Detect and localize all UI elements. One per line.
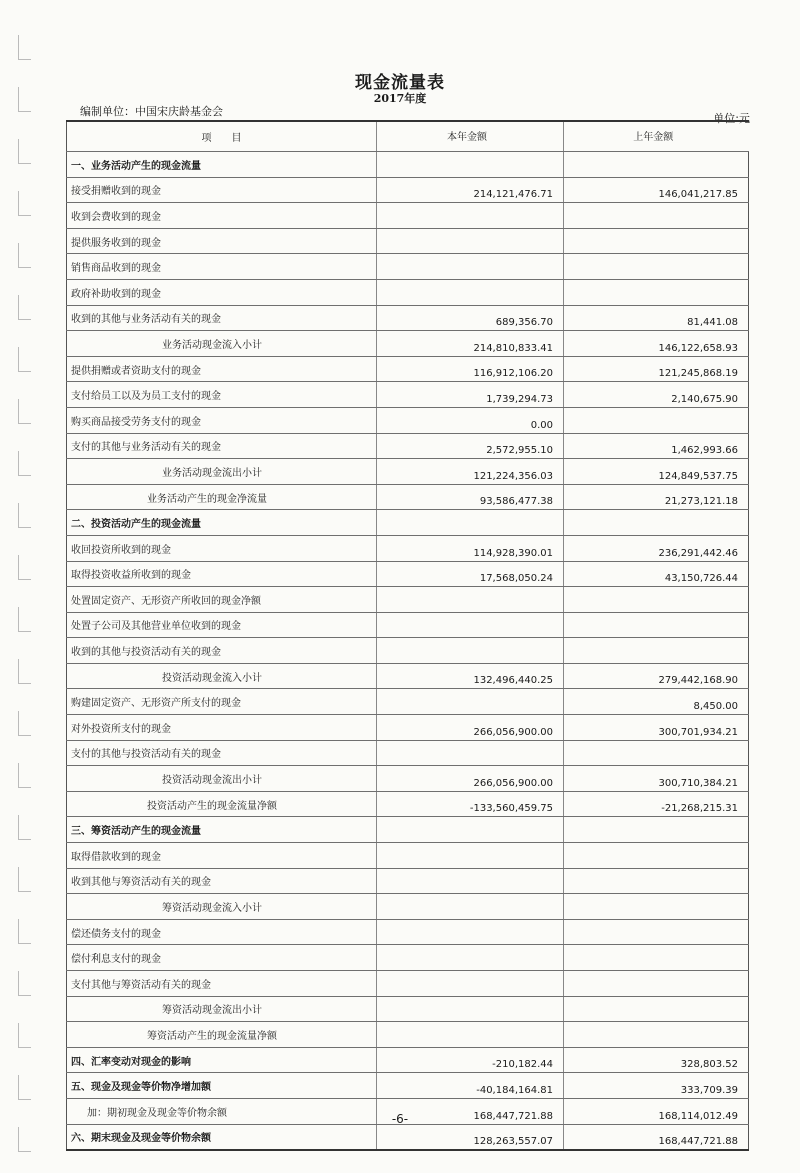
binding-mark (18, 607, 31, 632)
row-prior-amount: -21,268,215.31 (564, 791, 749, 817)
row-current-amount: -40,184,164.81 (377, 1073, 564, 1099)
row-current-amount (377, 740, 564, 766)
binding-mark (18, 867, 31, 892)
row-label: 处置固定资产、无形资产所收回的现金净额 (67, 587, 377, 613)
binding-mark (18, 139, 31, 164)
row-current-amount (377, 638, 564, 664)
binding-mark (18, 815, 31, 840)
table-row (67, 510, 749, 536)
row-label: 取得投资收益所收到的现金 (67, 561, 377, 587)
binding-mark (18, 451, 31, 476)
row-prior-amount (564, 638, 749, 664)
row-label: 加：期初现金及现金等价物余额 (67, 1098, 377, 1124)
table-row (67, 996, 749, 1022)
row-label: 收到其他与筹资活动有关的现金 (67, 868, 377, 894)
row-current-amount: 214,121,476.71 (377, 177, 564, 203)
header-prior-year: 上年金额 (564, 121, 749, 152)
row-prior-amount (564, 587, 749, 613)
row-current-amount (377, 152, 564, 178)
row-current-amount (377, 228, 564, 254)
table-row (67, 152, 749, 178)
row-label: 偿还债务支付的现金 (67, 919, 377, 945)
row-prior-amount: 168,447,721.88 (564, 1124, 749, 1150)
row-current-amount: 17,568,050.24 (377, 561, 564, 587)
row-prior-amount (564, 254, 749, 280)
row-label: 二、投资活动产生的现金流量 (67, 510, 377, 536)
table-row (67, 766, 749, 792)
row-label: 业务活动现金流出小计 (67, 459, 377, 485)
row-current-amount (377, 510, 564, 536)
row-prior-amount: 21,273,121.18 (564, 484, 749, 510)
binding-mark (18, 1023, 31, 1048)
table-row (67, 894, 749, 920)
row-label: 投资活动现金流入小计 (67, 663, 377, 689)
row-prior-amount (564, 1022, 749, 1048)
table-row (67, 484, 749, 510)
row-prior-amount (564, 407, 749, 433)
row-label: 三、筹资活动产生的现金流量 (67, 817, 377, 843)
row-prior-amount: 236,291,442.46 (564, 535, 749, 561)
binding-mark (18, 503, 31, 528)
binding-mark (18, 555, 31, 580)
report-year: 2017年度 (373, 92, 427, 105)
table-row (67, 587, 749, 613)
row-current-amount (377, 996, 564, 1022)
row-prior-amount (564, 152, 749, 178)
row-current-amount (377, 1022, 564, 1048)
reporting-entity: 编制单位：中国宋庆龄基金会 (80, 105, 223, 118)
binding-mark (18, 763, 31, 788)
binding-mark (18, 659, 31, 684)
row-current-amount: 0.00 (377, 407, 564, 433)
table-row (67, 919, 749, 945)
row-current-amount: 128,263,557.07 (377, 1124, 564, 1150)
table-row (67, 331, 749, 357)
table-row (67, 356, 749, 382)
binding-mark (18, 971, 31, 996)
row-prior-amount: 146,122,658.93 (564, 331, 749, 357)
page-number: -6- (391, 1112, 409, 1126)
table-row (67, 254, 749, 280)
row-label: 投资活动现金流出小计 (67, 766, 377, 792)
row-label: 筹资活动现金流出小计 (67, 996, 377, 1022)
table-row (67, 1124, 749, 1150)
row-label: 六、期末现金及现金等价物余额 (67, 1124, 377, 1150)
row-current-amount: 114,928,390.01 (377, 535, 564, 561)
table-row (67, 638, 749, 664)
row-label: 支付其他与筹资活动有关的现金 (67, 971, 377, 997)
table-row (67, 1073, 749, 1099)
binding-mark (18, 399, 31, 424)
row-label: 四、汇率变动对现金的影响 (67, 1047, 377, 1073)
row-prior-amount (564, 971, 749, 997)
binding-mark (18, 711, 31, 736)
row-label: 支付的其他与业务活动有关的现金 (67, 433, 377, 459)
row-label: 筹资活动现金流入小计 (67, 894, 377, 920)
table-row (67, 971, 749, 997)
row-current-amount: 93,586,477.38 (377, 484, 564, 510)
table-row (67, 868, 749, 894)
row-label: 提供捐赠或者资助支付的现金 (67, 356, 377, 382)
row-prior-amount (564, 817, 749, 843)
row-current-amount: -133,560,459.75 (377, 791, 564, 817)
row-prior-amount: 124,849,537.75 (564, 459, 749, 485)
row-prior-amount (564, 228, 749, 254)
row-prior-amount: 333,709.39 (564, 1073, 749, 1099)
row-current-amount: 689,356.70 (377, 305, 564, 331)
row-prior-amount: 43,150,726.44 (564, 561, 749, 587)
row-prior-amount: 146,041,217.85 (564, 177, 749, 203)
binding-mark (18, 919, 31, 944)
row-label: 对外投资所支付的现金 (67, 715, 377, 741)
currency-unit: 单位:元 (713, 112, 750, 125)
row-prior-amount (564, 919, 749, 945)
row-label: 筹资活动产生的现金流量净额 (67, 1022, 377, 1048)
binding-mark (18, 295, 31, 320)
table-row (67, 1047, 749, 1073)
binding-mark (18, 243, 31, 268)
row-prior-amount (564, 740, 749, 766)
row-current-amount (377, 971, 564, 997)
row-label: 购建固定资产、无形资产所支付的现金 (67, 689, 377, 715)
row-prior-amount: 279,442,168.90 (564, 663, 749, 689)
binding-mark (18, 347, 31, 372)
row-label: 收回投资所收到的现金 (67, 535, 377, 561)
row-current-amount (377, 612, 564, 638)
table-row (67, 561, 749, 587)
table-row (67, 177, 749, 203)
row-label: 支付的其他与投资活动有关的现金 (67, 740, 377, 766)
row-prior-amount (564, 945, 749, 971)
row-label: 业务活动现金流入小计 (67, 331, 377, 357)
table-row (67, 433, 749, 459)
row-label: 政府补助收到的现金 (67, 279, 377, 305)
row-current-amount (377, 894, 564, 920)
row-prior-amount: 300,710,384.21 (564, 766, 749, 792)
row-current-amount: 121,224,356.03 (377, 459, 564, 485)
row-current-amount: 266,056,900.00 (377, 766, 564, 792)
cash-flow-table (66, 120, 749, 1151)
table-row (67, 945, 749, 971)
binding-mark (18, 35, 31, 60)
row-prior-amount (564, 510, 749, 536)
row-label: 收到的其他与投资活动有关的现金 (67, 638, 377, 664)
row-current-amount: 266,056,900.00 (377, 715, 564, 741)
table-row (67, 382, 749, 408)
row-label: 处置子公司及其他营业单位收到的现金 (67, 612, 377, 638)
row-prior-amount (564, 843, 749, 869)
table-row (67, 279, 749, 305)
header-item: 项 目 (67, 121, 377, 152)
table-row (67, 1022, 749, 1048)
binding-mark (18, 1127, 31, 1152)
row-label: 提供服务收到的现金 (67, 228, 377, 254)
row-current-amount: 1,739,294.73 (377, 382, 564, 408)
table-row (67, 612, 749, 638)
row-label: 销售商品收到的现金 (67, 254, 377, 280)
table-row (67, 407, 749, 433)
row-prior-amount: 81,441.08 (564, 305, 749, 331)
table-row (67, 740, 749, 766)
row-prior-amount: 2,140,675.90 (564, 382, 749, 408)
row-current-amount: 132,496,440.25 (377, 663, 564, 689)
table-row (67, 459, 749, 485)
binding-holes (18, 0, 32, 1173)
row-prior-amount (564, 612, 749, 638)
row-prior-amount (564, 203, 749, 229)
binding-mark (18, 191, 31, 216)
row-prior-amount: 1,462,993.66 (564, 433, 749, 459)
row-label: 收到会费收到的现金 (67, 203, 377, 229)
row-current-amount (377, 587, 564, 613)
row-prior-amount: 328,803.52 (564, 1047, 749, 1073)
row-prior-amount (564, 279, 749, 305)
row-prior-amount (564, 894, 749, 920)
row-label: 收到的其他与业务活动有关的现金 (67, 305, 377, 331)
row-prior-amount: 168,114,012.49 (564, 1098, 749, 1124)
row-label: 五、现金及现金等价物净增加额 (67, 1073, 377, 1099)
table-row (67, 689, 749, 715)
row-current-amount: 214,810,833.41 (377, 331, 564, 357)
row-prior-amount (564, 868, 749, 894)
row-label: 购买商品接受劳务支付的现金 (67, 407, 377, 433)
table-row (67, 791, 749, 817)
row-current-amount (377, 919, 564, 945)
row-current-amount (377, 843, 564, 869)
row-current-amount (377, 689, 564, 715)
row-prior-amount (564, 996, 749, 1022)
row-current-amount: 2,572,955.10 (377, 433, 564, 459)
row-current-amount (377, 945, 564, 971)
table-row (67, 228, 749, 254)
header-current-year: 本年金额 (377, 121, 564, 152)
row-current-amount (377, 279, 564, 305)
row-current-amount (377, 817, 564, 843)
row-label: 业务活动产生的现金净流量 (67, 484, 377, 510)
row-current-amount: -210,182.44 (377, 1047, 564, 1073)
table-header-row (67, 121, 749, 152)
row-current-amount: 168,447,721.88 (377, 1098, 564, 1124)
row-label: 一、业务活动产生的现金流量 (67, 152, 377, 178)
row-label: 偿付利息支付的现金 (67, 945, 377, 971)
table-row (67, 817, 749, 843)
row-prior-amount: 121,245,868.19 (564, 356, 749, 382)
row-label: 取得借款收到的现金 (67, 843, 377, 869)
row-current-amount (377, 868, 564, 894)
table-row (67, 715, 749, 741)
table-row (67, 663, 749, 689)
row-current-amount (377, 254, 564, 280)
table-row (67, 203, 749, 229)
row-label: 投资活动产生的现金流量净额 (67, 791, 377, 817)
row-label: 接受捐赠收到的现金 (67, 177, 377, 203)
row-current-amount (377, 203, 564, 229)
table-row (67, 843, 749, 869)
page-title: 现金流量表 (355, 73, 445, 93)
table-row (67, 305, 749, 331)
binding-mark (18, 1075, 31, 1100)
row-prior-amount: 300,701,934.21 (564, 715, 749, 741)
table-row (67, 535, 749, 561)
row-prior-amount: 8,450.00 (564, 689, 749, 715)
row-label: 支付给员工以及为员工支付的现金 (67, 382, 377, 408)
row-current-amount: 116,912,106.20 (377, 356, 564, 382)
